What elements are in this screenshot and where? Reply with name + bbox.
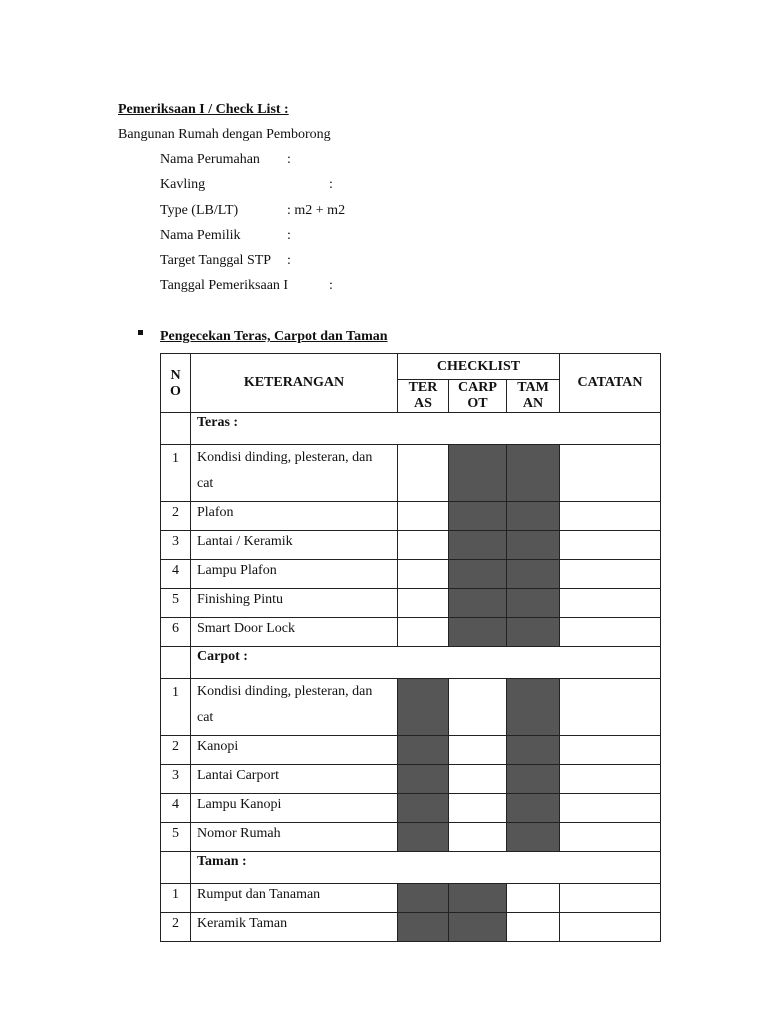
row-number: 1 bbox=[161, 679, 191, 736]
catatan-cell[interactable] bbox=[560, 884, 661, 913]
check-cell-taman-disabled bbox=[507, 679, 560, 736]
check-cell-carpot[interactable] bbox=[449, 765, 507, 794]
check-cell-carpot[interactable] bbox=[449, 823, 507, 852]
row-description: Finishing Pintu bbox=[191, 589, 398, 618]
table-row bbox=[161, 502, 661, 531]
check-cell-taman[interactable] bbox=[507, 884, 560, 913]
header-taman-line2: AN bbox=[522, 396, 544, 411]
field-label-nama-perumahan: Nama Perumahan bbox=[160, 152, 260, 167]
table-row bbox=[161, 560, 661, 589]
check-cell-taman-disabled bbox=[507, 736, 560, 765]
check-cell-carpot-disabled bbox=[449, 589, 507, 618]
row-number: 5 bbox=[161, 823, 191, 852]
check-cell-teras-disabled bbox=[398, 794, 449, 823]
check-cell-teras[interactable] bbox=[398, 589, 449, 618]
catatan-cell[interactable] bbox=[560, 502, 661, 531]
catatan-cell[interactable] bbox=[560, 765, 661, 794]
row-description: Lampu Plafon bbox=[191, 560, 398, 589]
check-cell-taman-disabled bbox=[507, 765, 560, 794]
check-cell-taman-disabled bbox=[507, 531, 560, 560]
header-no-line2: O bbox=[170, 384, 181, 399]
check-cell-teras-disabled bbox=[398, 823, 449, 852]
section-row bbox=[161, 852, 661, 884]
field-label-tanggal-pemeriksaan: Tanggal Pemeriksaan I bbox=[160, 278, 289, 293]
header-taman bbox=[507, 380, 560, 413]
header-teras bbox=[398, 380, 449, 413]
check-cell-taman-disabled bbox=[507, 794, 560, 823]
field-label-kavling: Kavling bbox=[160, 177, 206, 192]
row-number: 3 bbox=[161, 531, 191, 560]
field-label-type: Type (LB/LT) bbox=[160, 203, 239, 218]
header-carpot-line1: CARP bbox=[458, 380, 497, 395]
row-number: 3 bbox=[161, 765, 191, 794]
row-number: 6 bbox=[161, 618, 191, 647]
section-no-cell bbox=[161, 852, 191, 884]
check-cell-carpot-disabled bbox=[449, 560, 507, 589]
check-cell-taman[interactable] bbox=[507, 913, 560, 942]
header-no-line1: N bbox=[170, 368, 181, 383]
catatan-cell[interactable] bbox=[560, 589, 661, 618]
table-row bbox=[161, 618, 661, 647]
table-row bbox=[161, 823, 661, 852]
header-keterangan: KETERANGAN bbox=[191, 354, 398, 413]
table-row bbox=[161, 445, 661, 502]
document-title: Pemeriksaan I / Check List : bbox=[118, 102, 289, 117]
check-cell-carpot[interactable] bbox=[449, 679, 507, 736]
row-number: 4 bbox=[161, 560, 191, 589]
header-teras-line2: AS bbox=[414, 396, 432, 411]
header-catatan: CATATAN bbox=[560, 354, 661, 413]
checklist-body bbox=[161, 413, 661, 942]
check-cell-teras-disabled bbox=[398, 679, 449, 736]
table-row bbox=[161, 531, 661, 560]
row-description: Plafon bbox=[191, 502, 398, 531]
field-value-nama-perumahan: : bbox=[287, 152, 291, 167]
catatan-cell[interactable] bbox=[560, 679, 661, 736]
row-number: 1 bbox=[161, 884, 191, 913]
check-cell-taman-disabled bbox=[507, 618, 560, 647]
table-row bbox=[161, 679, 661, 736]
catatan-cell[interactable] bbox=[560, 618, 661, 647]
header-carpot-line2: OT bbox=[467, 396, 488, 411]
field-value-type: : m2 + m2 bbox=[287, 203, 346, 218]
check-cell-teras-disabled bbox=[398, 913, 449, 942]
check-cell-teras[interactable] bbox=[398, 531, 449, 560]
bullet-icon bbox=[138, 330, 143, 335]
table-row bbox=[161, 913, 661, 942]
header-teras-line1: TER bbox=[408, 380, 438, 395]
check-cell-carpot-disabled bbox=[449, 913, 507, 942]
section-title: Pengecekan Teras, Carpot dan Taman bbox=[160, 329, 388, 344]
catatan-cell[interactable] bbox=[560, 823, 661, 852]
row-number: 2 bbox=[161, 913, 191, 942]
check-cell-carpot-disabled bbox=[449, 445, 507, 502]
catatan-cell[interactable] bbox=[560, 794, 661, 823]
row-description: Lantai Carport bbox=[191, 765, 398, 794]
row-number: 2 bbox=[161, 736, 191, 765]
row-description: Kanopi bbox=[191, 736, 398, 765]
table-row bbox=[161, 589, 661, 618]
catatan-cell[interactable] bbox=[560, 445, 661, 502]
row-description: Nomor Rumah bbox=[191, 823, 398, 852]
section-no-cell bbox=[161, 647, 191, 679]
section-name: Carpot : bbox=[191, 647, 661, 679]
check-cell-teras[interactable] bbox=[398, 560, 449, 589]
check-cell-carpot[interactable] bbox=[449, 794, 507, 823]
table-row bbox=[161, 794, 661, 823]
document-subtitle: Bangunan Rumah dengan Pemborong bbox=[118, 127, 331, 142]
row-description: Keramik Taman bbox=[191, 913, 398, 942]
check-cell-teras[interactable] bbox=[398, 618, 449, 647]
check-cell-taman-disabled bbox=[507, 560, 560, 589]
check-cell-carpot-disabled bbox=[449, 531, 507, 560]
header-taman-line1: TAM bbox=[517, 380, 549, 395]
row-description: Rumput dan Tanaman bbox=[191, 884, 398, 913]
field-label-nama-pemilik: Nama Pemilik bbox=[160, 228, 241, 243]
section-row bbox=[161, 413, 661, 445]
check-cell-taman-disabled bbox=[507, 502, 560, 531]
check-cell-teras[interactable] bbox=[398, 445, 449, 502]
check-cell-carpot[interactable] bbox=[449, 736, 507, 765]
field-value-kavling: : bbox=[329, 177, 333, 192]
table-row bbox=[161, 736, 661, 765]
table-row bbox=[161, 884, 661, 913]
check-cell-teras-disabled bbox=[398, 736, 449, 765]
field-value-target-tanggal-stp: : bbox=[287, 253, 291, 268]
row-number: 1 bbox=[161, 445, 191, 502]
check-cell-teras-disabled bbox=[398, 765, 449, 794]
header-carpot bbox=[449, 380, 507, 413]
field-value-tanggal-pemeriksaan: : bbox=[329, 278, 333, 293]
catatan-cell[interactable] bbox=[560, 531, 661, 560]
header-no bbox=[161, 354, 191, 413]
checklist-table bbox=[160, 353, 661, 942]
check-cell-carpot-disabled bbox=[449, 618, 507, 647]
row-description: Smart Door Lock bbox=[191, 618, 398, 647]
section-no-cell bbox=[161, 413, 191, 445]
row-number: 2 bbox=[161, 502, 191, 531]
catatan-cell[interactable] bbox=[560, 913, 661, 942]
catatan-cell[interactable] bbox=[560, 560, 661, 589]
check-cell-teras-disabled bbox=[398, 884, 449, 913]
row-number: 5 bbox=[161, 589, 191, 618]
row-description: Kondisi dinding, plesteran, dan cat bbox=[191, 445, 398, 502]
header-checklist: CHECKLIST bbox=[398, 354, 560, 380]
section-name: Taman : bbox=[191, 852, 661, 884]
section-name: Teras : bbox=[191, 413, 661, 445]
row-description: Lampu Kanopi bbox=[191, 794, 398, 823]
check-cell-taman-disabled bbox=[507, 589, 560, 618]
check-cell-taman-disabled bbox=[507, 823, 560, 852]
check-cell-teras[interactable] bbox=[398, 502, 449, 531]
row-description: Kondisi dinding, plesteran, dan cat bbox=[191, 679, 398, 736]
table-row bbox=[161, 765, 661, 794]
field-label-target-tanggal-stp: Target Tanggal STP bbox=[160, 253, 272, 268]
check-cell-carpot-disabled bbox=[449, 884, 507, 913]
catatan-cell[interactable] bbox=[560, 736, 661, 765]
section-row bbox=[161, 647, 661, 679]
field-value-nama-pemilik: : bbox=[287, 228, 291, 243]
check-cell-taman-disabled bbox=[507, 445, 560, 502]
row-description: Lantai / Keramik bbox=[191, 531, 398, 560]
check-cell-carpot-disabled bbox=[449, 502, 507, 531]
row-number: 4 bbox=[161, 794, 191, 823]
